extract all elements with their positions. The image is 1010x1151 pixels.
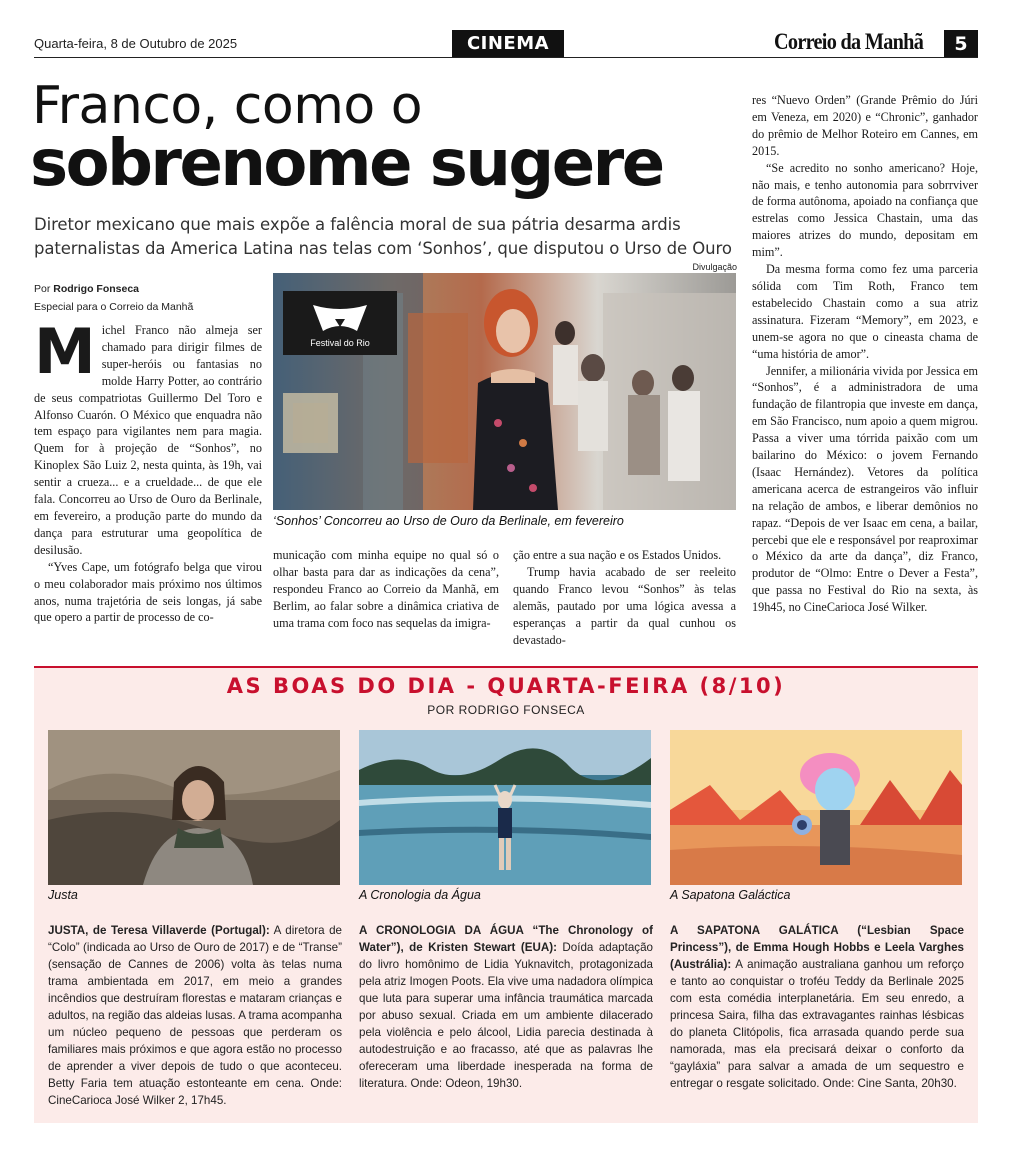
daily-picks-title: AS BOAS DO DIA - QUARTA-FEIRA (8/10) bbox=[226, 674, 786, 698]
festival-logo bbox=[283, 291, 397, 355]
film-still-cronologia bbox=[359, 730, 651, 885]
headline-line-1: Franco, como o bbox=[32, 76, 423, 136]
festival-logo-label: Festival do Rio bbox=[310, 338, 370, 348]
article-paragraph: Trump havia acabado de ser reeleito quando Franco levou “Sonhos” às telas alemãs, pautado por uma lógica avessa a esperanças a partir da qual cunhou os devastado- bbox=[513, 564, 736, 647]
edition-date: Quarta-feira, 8 de Outubro de 2025 bbox=[34, 36, 238, 51]
article-column-3 bbox=[513, 547, 736, 648]
newspaper-name: Correio da Manhã bbox=[774, 29, 924, 54]
article-paragraph: municação com minha equipe no qual só o olhar basta para dar as indicações da cena”, respondeu Franco ao Correio da Manhã, em Berlim, ao falar sobre a dinâmica criativa de uma trama com foco nas sequelas da imigra- bbox=[273, 548, 499, 630]
film-lead: A CRONOLOGIA DA ÁGUA “The Chronology of Water”), de Kristen Stewart (EUA): bbox=[359, 924, 653, 954]
paragraph-text: ichel Franco não almeja ser chamado para dirigir filmes de super-heróis ou fantasias no molde Harry Potter, ao contrário de seus compatriotas Guillermo Del Toro e Alfonso Cuarón. O México que enquadra não tem espaço para vigilantes nem para magia. Quem for à projeção de “Sonhos”, no Kinoplex São Luiz 2, nesta quinta, às 19h, vai sentir a crueza... e a crueldade... de que ele fala. Concorreu ao Urso de Ouro da Berlinale, em fevereiro, a produção parte do mundo da dança para estruturar uma geopolítica de desilusão. bbox=[34, 323, 262, 557]
header-rule bbox=[34, 57, 978, 58]
film-caption: A Sapatona Galáctica bbox=[670, 888, 791, 902]
film-still-image bbox=[48, 730, 340, 885]
article-photo bbox=[273, 273, 736, 510]
article-column-4 bbox=[752, 92, 978, 616]
film-still-image bbox=[359, 730, 651, 885]
film-caption: Justa bbox=[48, 888, 78, 902]
byline-role: Especial para o Correio da Manhã bbox=[34, 301, 194, 313]
page-number: 5 bbox=[944, 30, 978, 58]
daily-picks-box bbox=[34, 666, 978, 1123]
photo-credit: Divulgação bbox=[692, 262, 737, 272]
film-lead: A SAPATONA GALÁTICA (“Lesbian Space Princess”), de Emma Hough Hobbs e Leela Varghes (Austrália): bbox=[670, 924, 964, 971]
daily-picks-byline: POR RODRIGO FONSECA bbox=[427, 703, 585, 717]
film-lead: JUSTA, de Teresa Villaverde (Portugal): bbox=[48, 924, 270, 937]
article-paragraph: Jennifer, a milionária vivida por Jessica em “Sonhos”, é a administradora de uma fundação de filantropia que investe em dança, em São Francisco, num apoio a quem migrou. Passa a viver uma tórrida paixão com um bailarino do México: o jovem Fernando (Isaac Hernández). Vetores da política americana acerca de estrangeiros vão influir na relação de ambos, e liberar demônios no rapaz. “Depois de ver Isaac em cena, a bailar, percebi que ele e responsável por reaproximar o México da arte da dança”, diz Franco, produtor de “Olmo: Entre o Dever a Festa”, que passa no Festival do Rio na sexta, às 19h45, no CineCarioca José Wilker. bbox=[752, 363, 978, 615]
headline-line-2: sobrenome sugere bbox=[30, 127, 663, 201]
film-caption: A Cronologia da Água bbox=[359, 888, 481, 902]
film-still-justa bbox=[48, 730, 340, 885]
article-paragraph bbox=[34, 315, 262, 559]
article-paragraph: Da mesma forma como fez uma parceria sólida com Tim Roth, Franco tem estabelecido Chastain como a sua atriz assinatura. Fizeram “Memory”, em 2023, e unem-se agora no que o cineasta chama de “uma história de amor”. bbox=[752, 262, 978, 361]
film-text: A animação australiana ganhou um reforço e tanto ao conquistar o troféu Teddy da Berlinale 2025 com esta comédia interplanetária. Em seu enredo, a princesa Saira, filha das extravagantes rainhas lésbicas do planeta Clitópolis, fica arrasada quando perde sua namorada, mas ela precisará deixar o conforto da “gayláxia” para salvar a amada de um sequestro e entregar o resgate solicitado. Onde: Cine Santa, 20h30. bbox=[670, 958, 964, 1090]
article-paragraph: res “Nuevo Orden” (Grande Prêmio do Júri em Veneza, em 2020) e “Chronic”, ganhador do prêmio de Melhor Roteiro em Cannes, em 2015. bbox=[752, 93, 978, 158]
article-column-1 bbox=[34, 315, 262, 626]
film-description bbox=[670, 922, 964, 1092]
article-paragraph: ção entre a sua nação e os Estados Unidos. bbox=[513, 548, 722, 562]
film-text: A diretora de “Colo” (indicada ao Urso de Ouro de 2017) e de “Transe” (sensação de Cannes de 2006) volta às telas numa trama ambientada em 2017, em meio a grandes incêndios que destruíram florestas e mataram crianças e adultos, na região das aldeias lusas. A trama acompanha um núcleo pequeno de pessoas que perderam os familiares mais próximos e que agora estão no processo de aprender a viver depois de tudo o que aconteceu. Betty Faria tem atuação estonteante em cena. Onde: CineCarioca José Wilker 2, 17h45. bbox=[48, 924, 342, 1107]
article-subhead: Diretor mexicano que mais expõe a falência moral de sua pátria desarma ardis paternalistas da America Latina nas telas com ‘Sonhos’, que disputou o Urso de Ouro bbox=[34, 215, 732, 258]
photo-caption: ‘Sonhos’ Concorreu ao Urso de Ouro da Berlinale, em fevereiro bbox=[273, 514, 624, 528]
film-still-sapatona bbox=[670, 730, 962, 885]
film-description bbox=[48, 922, 342, 1109]
section-label: CINEMA bbox=[452, 30, 564, 57]
film-still-image bbox=[670, 730, 962, 885]
byline bbox=[34, 280, 193, 316]
byline-prefix: Por bbox=[34, 283, 54, 295]
article-column-2 bbox=[273, 547, 499, 632]
article-paragraph: “Se acredito no sonho americano? Hoje, não mais, e tenho autonomia para sobrrviver de forma autônoma, apoiado na confiança que estrelas como Jessica Chastain, uma das maiores atrizes do mundo, depositam em mim”. bbox=[752, 160, 978, 260]
film-description bbox=[359, 922, 653, 1092]
article-paragraph: “Yves Cape, um fotógrafo belga que virou o meu colaborador mais próximo nos últimos anos, numa trajetória de seis longas, já sabe que opero a partir de processo de co- bbox=[34, 559, 262, 625]
drop-cap: M bbox=[34, 315, 96, 388]
byline-author: Rodrigo Fonseca bbox=[53, 283, 140, 295]
film-text: Doída adaptação do livro homônimo de Lidia Yuknavitch, protagonizada pela atriz Imogen Poots. Ela vive uma nadadora olímpica que luta para superar uma infância traumática marcada por abuso sexual. Criada em um ambiente dilacerado pela violência e pelo álcool, Lidia parecia destinada à autodestruição e ao fracasso, até que as palavras lhe ofereceram uma liberdade inesperada na forma de literatura. Onde: Odeon, 19h30. bbox=[359, 941, 653, 1090]
